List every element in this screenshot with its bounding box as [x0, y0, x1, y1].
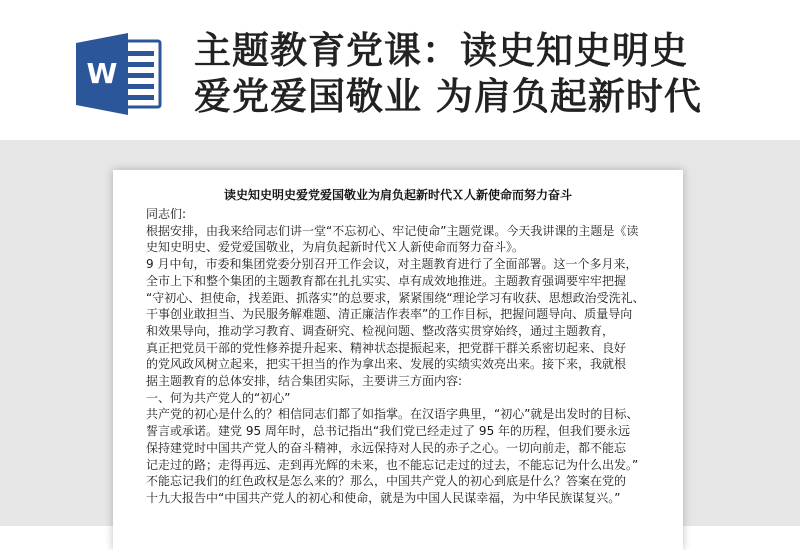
body-line: 记走过的路；走得再远、走到再光辉的未来，也不能忘记走过的过去，不能忘记为什么出发。”: [146, 457, 639, 472]
body-line: 同志们:: [146, 207, 187, 221]
body-line: 史知史明史、爱党爱国敬业，为肩负起新时代Ｘ人新使命而努力奋斗》。: [146, 240, 525, 255]
body-line: 和效果导向，推动学习教育、调查研究、检视问题、整改落实贯穿始终，通过主题教育，: [146, 323, 615, 338]
body-line: 十九大报告中“中国共产党人的初心和使命，就是为中国人民谋幸福，为中华民族谋复兴。”: [146, 490, 621, 505]
body-line: 据主题教育的总体安排，结合集团实际，主要讲三方面内容:: [146, 374, 463, 389]
body-line: “守初心、担使命，找差距、抓落实”的总要求，紧紧围绕“理论学习有收获、思想政治受洗礼、: [146, 290, 645, 305]
section-heading: 一、何为共产党人的“初心”: [146, 390, 291, 405]
body-line: 誓言或承诺。建党 95 周年时，总书记指出“我们党已经走过了 95 年的历程，但我们要永远: [146, 424, 631, 439]
body-line: 9 月中旬，市委和集团党委分别召开工作会议，对主题教育进行了全面部署。这一个多月来，: [146, 257, 638, 272]
body-line: 的党风政风树立起来，把实干担当的作为拿出来、发展的实绩实效亮出来。接下来，我就根: [146, 357, 627, 372]
document-title: 读史知史明史爱党爱国敬业为肩负起新时代Ｘ人新使命而努力奋斗: [223, 188, 572, 202]
document-body: [146, 206, 654, 507]
body-line: 真正把党员干部的党性修养提升起来、精神状态提振起来，把党群干群关系密切起来、良好: [146, 340, 627, 355]
word-icon: [76, 33, 164, 115]
header: [0, 0, 800, 140]
body-line: 不能忘记我们的红色政权是怎么来的？那么，中国共产党人的初心到底是什么？答案在党的: [146, 474, 627, 489]
title-line-1: 主题教育党课：读史知史明史: [194, 29, 688, 72]
body-line: 干事创业敢担当、为民服务解难题、清正廉洁作表率”的工作目标，把握问题导向、质量导向: [146, 307, 633, 322]
body-line: 根据安排，由我来给同志们讲一堂“不忘初心、牢记使命”主题党课。今天我讲课的主题是《读: [146, 223, 639, 238]
svg-text:W: W: [86, 57, 118, 90]
page-title: [194, 28, 784, 120]
body-line: 共产党的初心是什么的？相信同志们都了如指掌。在汉语字典里，“初心”就是出发时的目标、: [146, 407, 639, 422]
body-line: 保持建党时中国共产党人的奋斗精神，永远保持对人民的赤子之心。一切向前走，都不能忘: [146, 440, 627, 455]
document-page: [113, 170, 683, 550]
body-line: 全市上下和整个集团的主题教育都在扎扎实实、卓有成效地推进。主题教育强调要牢牢把握: [146, 273, 627, 288]
title-line-2: 爱党爱国敬业 为肩负起新时代: [194, 75, 702, 118]
